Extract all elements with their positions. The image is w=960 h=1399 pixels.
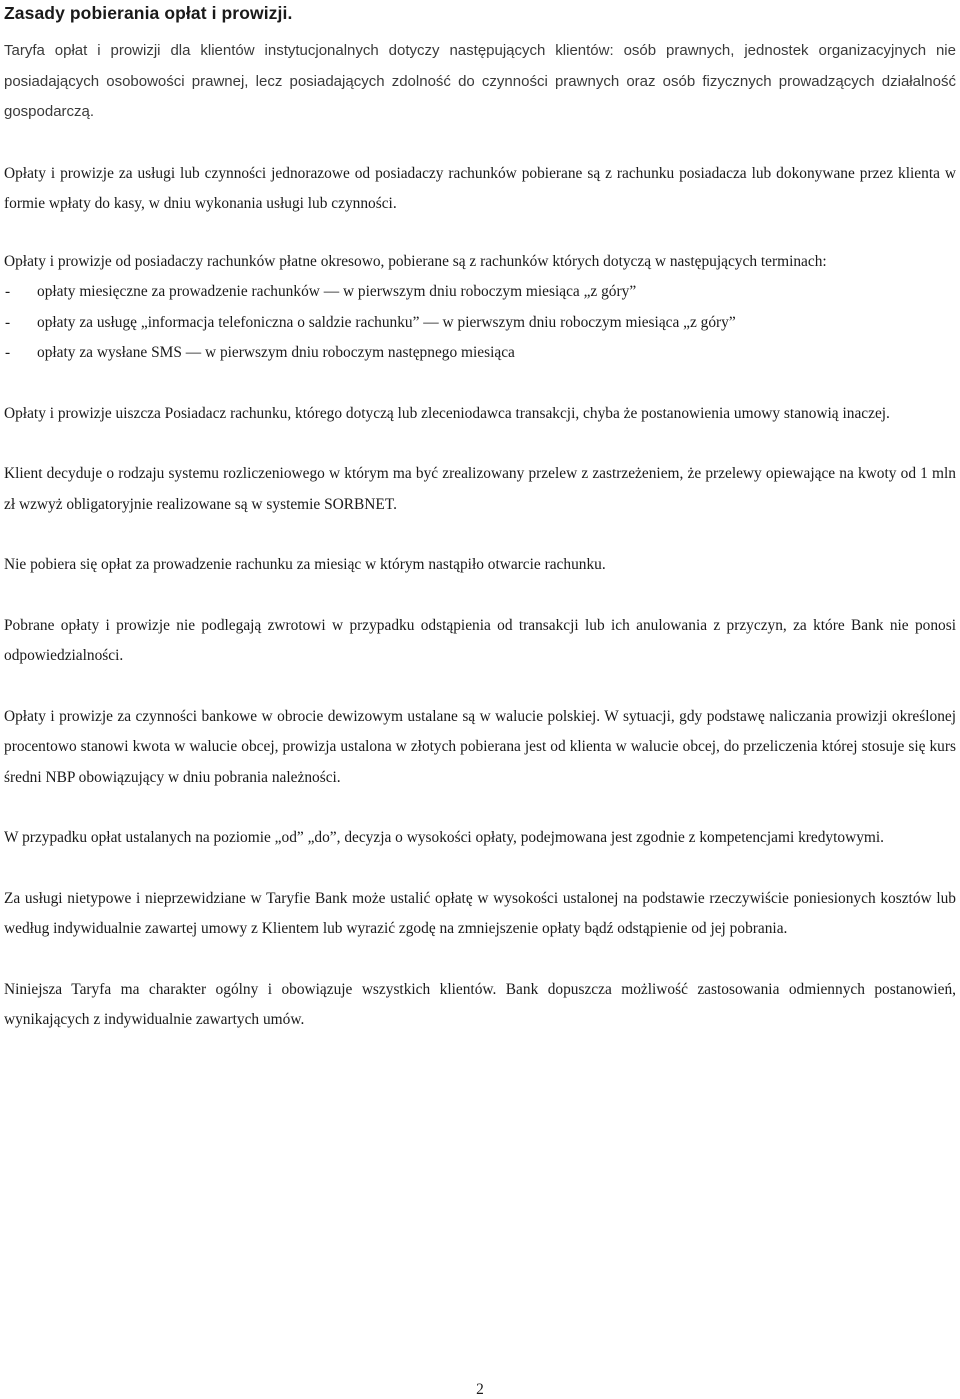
paragraph-general-character: Niniejsza Taryfa ma charakter ogólny i obowiązuje wszystkich klientów. Bank dopuszcza możliwość zastosowania odmiennych postanowień, wynikających z indywidualnie zawartych umów.	[4, 980, 956, 1028]
list-item-text: opłaty za usługę „informacja telefoniczna o saldzie rachunku” — w pierwszym dniu roboczym miesiąca „z góry”	[37, 313, 736, 331]
document-page	[4, 0, 956, 1036]
list-dash-marker: -	[5, 344, 11, 361]
paragraph-non-refundable: Pobrane opłaty i prowizje nie podlegają zwrotowi w przypadku odstąpienia od transakcji lub ich anulowania z przyczyn, za które Bank nie ponosi odpowiedzialności.	[4, 616, 956, 664]
page-title: Zasady pobierania opłat i prowizji.	[4, 3, 293, 23]
paragraph-fee-range: W przypadku opłat ustalanych na poziomie „od” „do”, decyzja o wysokości opłaty, podejmowana jest zgodnie z kompetencjami kredytowymi.	[4, 829, 884, 846]
paragraph-foreign-exchange: Opłaty i prowizje za czynności bankowe w obrocie dewizowym ustalane są w walucie polskiej. W sytuacji, gdy podstawę naliczania prowizji określonej procentowo stanowi kwota w walucie obcej, prowizja ustalona w złotych pobierana jest od klienta w walucie obcej, do przeliczenia której stosuje się kurs średni NBP obowiązujący w dniu pobrania należności.	[4, 707, 956, 786]
list-item-text: opłaty za wysłane SMS — w pierwszym dniu roboczym następnego miesiąca	[37, 344, 515, 361]
paragraph-fee-payer: Opłaty i prowizje uiszcza Posiadacz rachunku, którego dotyczą lub zleceniodawca transakcji, chyba że postanowienia umowy stanowią inaczej.	[4, 404, 890, 422]
paragraph-client-scope: Taryfa opłat i prowizji dla klientów instytucjonalnych dotyczy następujących klientów: osób prawnych, jednostek organizacyjnych nie posiadających osobowości prawnej, lecz posiadających zdolność do czynności prawnych oraz osób fizycznych prowadzących działalność gospodarczą.	[4, 42, 956, 120]
list-dash-marker: -	[5, 313, 11, 331]
list-item	[4, 277, 956, 308]
page-number: 2	[476, 1381, 484, 1398]
paragraph-one-time-fees: Opłaty i prowizje za usługi lub czynności jednorazowe od posiadaczy rachunków pobierane są z rachunku posiadacza lub dokonywane przez klienta w formie wpłaty do kasy, w dniu wykonania usługi lub czynności.	[4, 164, 956, 212]
list-item	[4, 308, 956, 339]
paragraph-atypical-services: Za usługi nietypowe i nieprzewidziane w Taryfie Bank może ustalić opłatę w wysokości ustalonej na podstawie rzeczywiście poniesionych kosztów lub według indywidualnie zawartej umowy z Klientem lub wyrazić zgodę na zmniejszenie opłaty bądź odstąpienie od jej pobrania.	[4, 889, 956, 937]
list-item	[4, 338, 956, 369]
paragraph-periodic-fees: Opłaty i prowizje od posiadaczy rachunków płatne okresowo, pobierane są z rachunków których dotyczą w następujących terminach:	[4, 252, 827, 270]
list-item-text: opłaty miesięczne za prowadzenie rachunków — w pierwszym dniu roboczym miesiąca „z góry”	[37, 283, 637, 300]
paragraph-settlement-system: Klient decyduje o rodzaju systemu rozliczeniowego w którym ma być zrealizowany przelew z zastrzeżeniem, że przelewy opiewające na kwoty od 1 mln zł wzwyż obligatoryjnie realizowane są w systemie SORBNET.	[4, 465, 956, 513]
list-dash-marker: -	[5, 283, 11, 300]
periodic-fee-terms-list	[4, 277, 956, 369]
paragraph-opening-month: Nie pobiera się opłat za prowadzenie rachunku za miesiąc w którym nastąpiło otwarcie rachunku.	[4, 556, 606, 573]
